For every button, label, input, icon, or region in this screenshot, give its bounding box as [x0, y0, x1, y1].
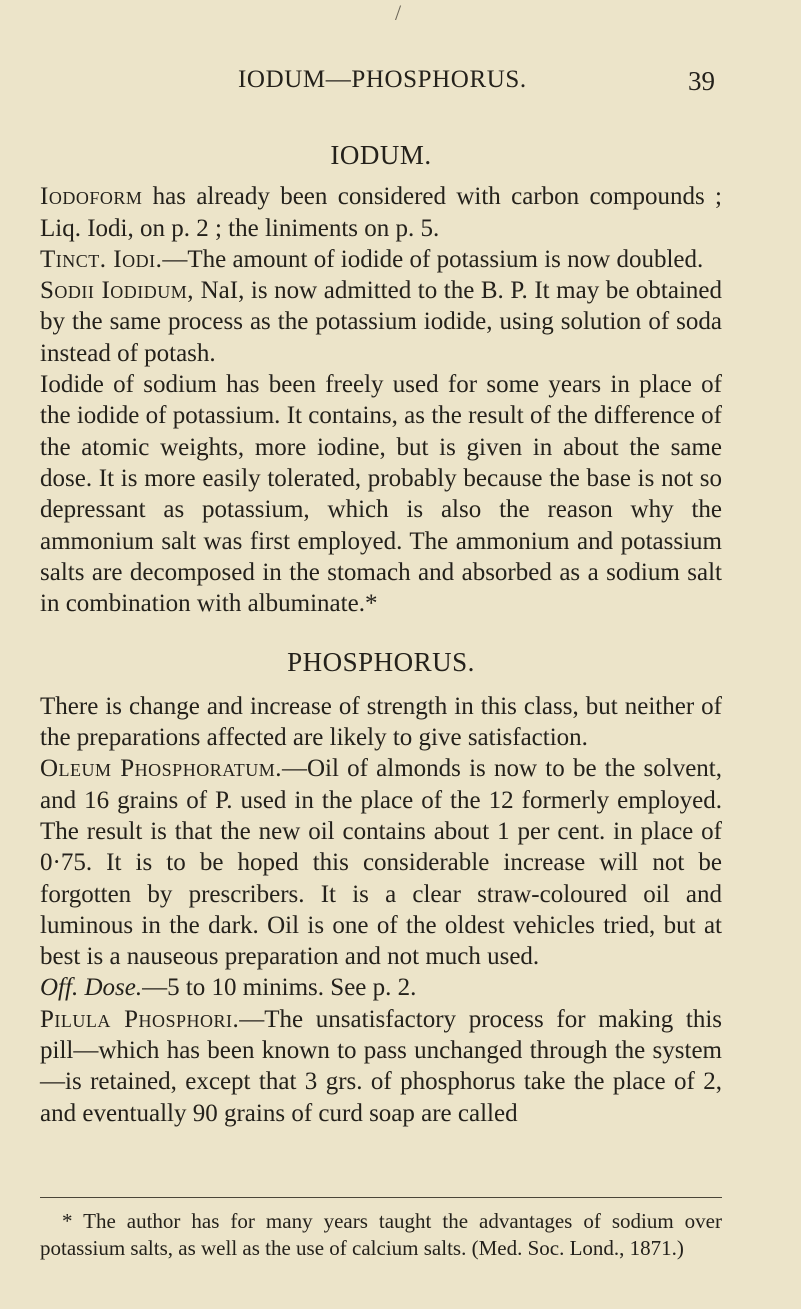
- paragraph-text: There is change and increase of strength in this class, but neither of the preparations affected are likely to give satisfaction.: [40, 692, 722, 752]
- paragraph-off-dose: [40, 972, 722, 1003]
- footnote-rule: [40, 1197, 722, 1198]
- footnote: * The author has for many years taught the advantages of sodium over potassium salts, as well as the use of calcium salts. (Med. Soc. Lond., 1871.): [40, 1209, 722, 1260]
- paragraph-tinct-iodi: [40, 244, 722, 275]
- paragraph-text: —5 to 10 minims. See p. 2.: [142, 974, 417, 1002]
- paragraph-lead: Off. Dose.: [40, 974, 143, 1002]
- paragraph-lead: Pilula Phosphori.: [40, 1005, 240, 1033]
- running-head: IODUM—PHOSPHORUS.: [238, 66, 527, 93]
- paragraph-oleum-phosphoratum: [40, 753, 722, 972]
- paragraph-sodii-iodidum: [40, 275, 722, 369]
- section-heading-phosphorus: PHOSPHORUS.: [287, 647, 475, 678]
- paragraph-lead: Iodoform: [40, 183, 143, 211]
- section-heading-iodum: IODUM.: [330, 140, 432, 170]
- paragraph-text: —Oil of almonds is now to be the solvent, and 16 grains of P. used in the place of the 12 formerly employed. The result is that the new oil contains about 1 per cent. in place of 0·75. It is to be hoped this considerable increase will not be forgotten by prescribers. It is a clear straw-coloured oil and luminous in the dark. Oil is one of the oldest vehicles tried, but at best is a nauseous preparation and not much used.: [40, 755, 722, 971]
- paragraph-iodoform: [40, 181, 722, 244]
- paragraph-text: NaI, is now admitted to the B. P. It may be obtained by the same process as the potassium iodide, using solution of soda instead of potash.: [40, 277, 722, 367]
- margin-mark: /: [395, 0, 402, 25]
- paragraph-lead: Tinct. Iodi.: [40, 245, 163, 273]
- body-text: [40, 140, 722, 1129]
- paragraph-lead: Oleum Phosphoratum.: [40, 755, 282, 783]
- paragraph-text: has already been considered with carbon compounds ; Liq. Iodi, on p. 2 ; the liniments on p. 5.: [40, 183, 722, 242]
- paragraph-text: Iodide of sodium has been freely used for some years in place of the iodide of potassium. It contains, as the result of the difference of the atomic weights, more iodine, but is given in about the same dose. It is more easily tolerated, probably because the base is not so depressant as potassium, which is also the reason why the ammonium salt was first employed. The ammonium and potassium salts are decomposed in the stomach and absorbed as a sodium salt in combination with albuminate.*: [40, 371, 722, 618]
- paragraph-text: —The amount of iodide of potassium is now doubled.: [162, 245, 704, 273]
- page-number: 39: [688, 66, 715, 96]
- paragraph-text: —The unsatisfactory process for making this pill—which has been known to pass unchanged through the system—is retained, except that 3 grs. of phosphorus take the place of 2, and eventually 90 grains of curd soap are called: [40, 1005, 722, 1127]
- paragraph-iodide-of-sodium: [40, 369, 722, 619]
- paragraph-phosphorus-intro: [40, 691, 722, 754]
- paragraph-lead: Sodii Iodidum,: [40, 277, 195, 305]
- paragraph-pilula-phosphori: [40, 1004, 722, 1129]
